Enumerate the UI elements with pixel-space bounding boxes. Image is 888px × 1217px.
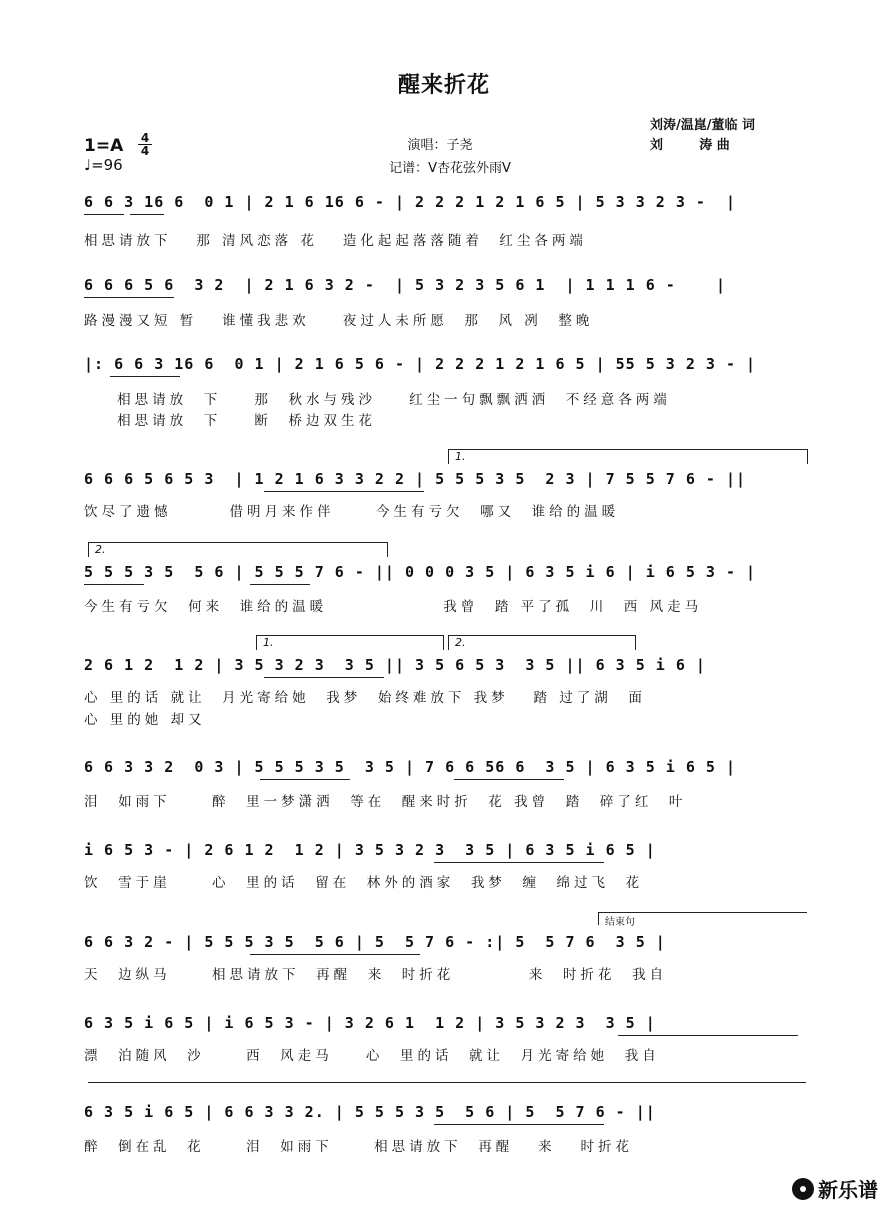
- score-row: [84, 193, 810, 253]
- score-row: [84, 841, 810, 901]
- lyric-line: 泪 如雨下 醉 里一梦潇洒 等在 醒来时折 花 我曾 踏 碎了红 叶: [84, 794, 687, 810]
- score-row: [84, 933, 810, 993]
- time-signature: [138, 132, 152, 157]
- lyric-line: 醉 倒在乱 花 泪 如雨下 相思请放下 再醒 来 时折花: [84, 1139, 633, 1155]
- score-row: [84, 470, 810, 530]
- volta-bracket-second: [88, 542, 388, 557]
- score-row: [84, 758, 810, 818]
- lyric-line: 饮 雪于崖 心 里的话 留在 林外的酒家 我梦 缠 绵过飞 花: [84, 875, 644, 891]
- volta-bracket-first: [448, 449, 808, 464]
- notation-line: 2 6 1 2 1 2 | 3 5 3 2 3 3 5 || 3 5 6 5 3 3 5 || 6 3 5 i 6 |: [84, 656, 706, 674]
- underline-beam: [264, 491, 424, 492]
- notation-line: |: 6 6 3 16 6 0 1 | 2 1 6 5 6 - | 2 2 2 1 2 1 6 5 | 55 5 3 2 3 - |: [84, 355, 757, 373]
- tempo-marking: ♩=96: [84, 156, 123, 174]
- notation-line: 6 6 3 3 2 0 3 | 5 5 5 3 5 3 5 | 7 6 6 56 6 3 5 | 6 3 5 i 6 5 |: [84, 758, 736, 776]
- notation-line: 6 6 6 5 6 3 2 | 2 1 6 3 2 - | 5 3 2 3 5 6 1 | 1 1 1 6 - |: [84, 276, 726, 294]
- notation-line: 6 6 3 16 6 0 1 | 2 1 6 16 6 - | 2 2 2 1 2 1 6 5 | 5 3 3 2 3 - |: [84, 193, 736, 211]
- singer-credit: 演唱：子尧: [407, 138, 473, 153]
- score-row: [84, 1014, 810, 1074]
- lyric-line: 心 里的她 却又: [84, 712, 206, 728]
- underline-beam: [110, 376, 180, 377]
- underline-beam: [84, 297, 174, 298]
- lyric-line: 相思请放 下 那 秋水与残沙 红尘一句飘飘洒洒 不经意各两端: [84, 392, 671, 408]
- logo-text: 新乐谱: [818, 1178, 878, 1202]
- record-disc-icon: [792, 1178, 814, 1200]
- notation-line: i 6 5 3 - | 2 6 1 2 1 2 | 3 5 3 2 3 3 5 | 6 3 5 i 6 5 |: [84, 841, 656, 859]
- score-row: [84, 1103, 810, 1163]
- transcriber-credit: 记谱：V杏花弦外雨V: [389, 161, 511, 176]
- volta-label: 1.: [263, 636, 274, 649]
- volta-bracket-first: [256, 635, 444, 650]
- score-row: [84, 563, 810, 623]
- underline-beam: [250, 584, 310, 585]
- notation-line: 6 6 6 5 6 5 3 | 1 2 1 6 3 3 2 2 | 5 5 5 3 5 2 3 | 7 5 5 7 6 - ||: [84, 470, 747, 488]
- underline-beam: [84, 214, 124, 215]
- underline-beam: [264, 677, 384, 678]
- score-row: [84, 355, 810, 435]
- score-row: [84, 276, 810, 336]
- time-signature-bottom: 4: [140, 144, 150, 158]
- notation-line: 6 3 5 i 6 5 | i 6 5 3 - | 3 2 6 1 1 2 | 3 5 3 2 3 3 5 |: [84, 1014, 656, 1032]
- coda-bracket: [598, 912, 807, 928]
- notation-line: 6 3 5 i 6 5 | 6 6 3 3 2. | 5 5 5 3 5 5 6 | 5 5 7 6 - ||: [84, 1103, 656, 1121]
- volta-label: 2.: [455, 636, 466, 649]
- lyric-line: 相思请放 下 断 桥边双生花: [84, 413, 376, 429]
- key-signature: 1=A: [84, 136, 124, 156]
- site-logo: [792, 1174, 878, 1203]
- score-row: [84, 656, 810, 736]
- coda-label: 结束句: [605, 917, 635, 928]
- underline-beam: [130, 214, 164, 215]
- lyric-line: 路漫漫又短 暂 谁懂我悲欢 夜过人未所愿 那 风 冽 整晚: [84, 313, 594, 329]
- notation-line: 5 5 5 3 5 5 6 | 5 5 5 7 6 - || 0 0 0 3 5 | 6 3 5 i 6 | i 6 5 3 - |: [84, 563, 757, 581]
- lyric-line: 饮尽了遗憾 借明月来作伴 今生有亏欠 哪又 谁给的温暖: [84, 504, 620, 520]
- lyric-line: 心 里的话 就让 月光寄给她 我梦 始终难放下 我梦 踏 过了湖 面: [84, 690, 646, 706]
- composer-credit: 刘 涛 曲: [650, 138, 730, 153]
- lyric-line: 天 边纵马 相思请放下 再醒 来 时折花 来 时折花 我自: [84, 967, 668, 983]
- lyric-line: 漂 泊随风 沙 西 风走马 心 里的话 就让 月光寄给她 我自: [84, 1048, 660, 1064]
- notation-line: 6 6 3 2 - | 5 5 5 3 5 5 6 | 5 5 7 6 - :| 5 5 7 6 3 5 |: [84, 933, 666, 951]
- underline-beam: [84, 584, 144, 585]
- volta-label: 2.: [95, 543, 106, 556]
- coda-line: [88, 1082, 806, 1083]
- underline-beam: [434, 862, 604, 863]
- underline-beam: [434, 1124, 604, 1125]
- time-signature-top: 4: [140, 131, 150, 145]
- underline-beam: [260, 779, 350, 780]
- volta-label: 1.: [455, 450, 466, 463]
- volta-bracket-second: [448, 635, 636, 650]
- lyric-line: 今生有亏欠 何来 谁给的温暖 我曾 踏 平了孤 川 西 风走马: [84, 599, 703, 615]
- underline-beam: [250, 954, 420, 955]
- underline-beam: [454, 779, 564, 780]
- underline-beam: [618, 1035, 798, 1036]
- lyric-line: 相思请放下 那 清风恋落 花 造化起起落落随着 红尘各两端: [84, 233, 587, 249]
- lyricist-credit: 刘涛/温崑/董临 词: [650, 118, 756, 133]
- song-title: 醒来折花: [397, 73, 490, 98]
